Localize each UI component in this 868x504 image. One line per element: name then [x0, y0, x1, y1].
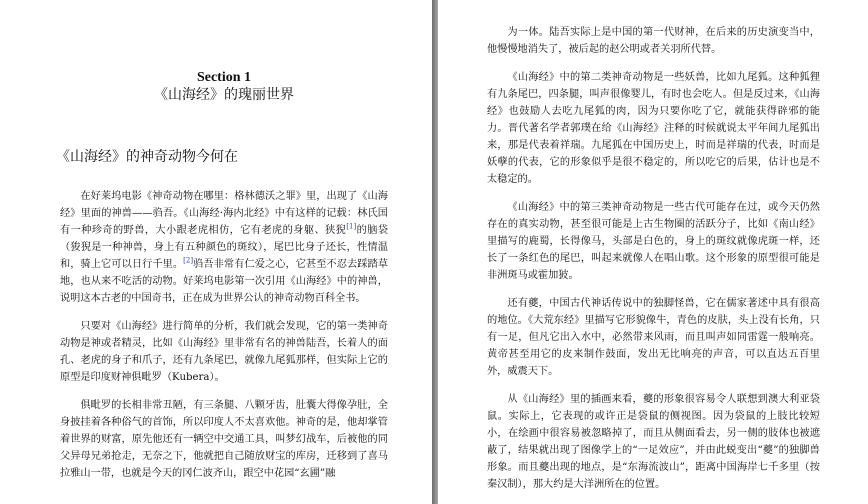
footnote-link[interactable]: [2] — [183, 256, 194, 265]
section-title: 《山海经》的瑰丽世界 — [154, 87, 294, 103]
chapter-subheading: 《山海经》的神奇动物今何在 — [56, 149, 238, 165]
section-label: Section 1 — [196, 70, 252, 85]
right-page — [438, 0, 868, 504]
paragraph: 从《山海经》里的插画来看，夔的形象很容易令人联想到澳大利亚袋鼠。实际上，它表现的或许正是袋鼠的侧视图。因为袋鼠的上肢比较短小，在绘画中很容易被忽略掉了，而且从侧面看去，另一侧的肢体也被遮蔽了，结果就出现了图像学上的“一足效应”，并由此蜕变出“夔”的独脚兽形象。而且夔出现的地点，是“东海流波山”，距离中国海岸七千多里（按秦汉制），那大约是大洋洲所在的位置。 — [487, 394, 820, 490]
paragraph: 《山海经》中的第二类神奇动物是一些妖兽，比如九尾狐。这种狐狸有九条尾巴，四条腿，叫声很像婴儿，有时也会吃人。但是反过来，《山海经》也鼓励人去吃九尾狐的肉，因为只要你吃了它，就能获得辟邪的能力。晋代著名学者郭璞在给《山海经》注释的时候就说太平年间九尾狐出来，那是代表着祥瑞。九尾狐在中国历史上，时而是祥瑞的代表，时而是妖孽的代表，它的形象似乎是很不稳定的，所以吃它的后果，估计也是不太稳定的。 — [487, 72, 820, 185]
paragraph: 俱毗罗的长相非常丑陋，有三条腿、八颗牙齿，肚囊大得像孕肚，全身披挂着各种俗气的首饰，所以印度人不太喜欢他。神奇的是，他却掌管着世界的财富，原先他还有一辆空中交通工具，叫梦幻战车，后被他的同父异母兄弟抢走，无奈之下，他就把自己随放财宝的库房，迁移到了喜马拉雅山一带，也就是今天的冈仁波齐山，跟空中花园“玄圃”融 — [60, 400, 388, 479]
paragraph: 为一体。陆吾实际上是中国的第一代财神，在后来的历史演变当中，他慢慢地消失了，被后起的赵公明或者关羽所代替。 — [487, 27, 820, 55]
left-page — [0, 0, 432, 504]
footnote-link[interactable]: [1] — [346, 222, 357, 231]
paragraph: 只要对《山海经》进行简单的分析，我们就会发现，它的第一类神奇动物是神或者精灵，比如《山海经》里非常有名的神兽陆吾，长着人的面孔、老虎的身子和爪子，还有九条尾巴，就像九尾狐那样，但实际上它的原型是印度财神俱毗罗（Kubera）。 — [60, 321, 388, 383]
paragraph: 在好莱坞电影《神奇动物在哪里：格林德沃之罪》里，出现了《山海经》里面的神兽——驺吾。《山海经·海内北经》中有这样的记载：林氏国有一种珍奇的野兽，大小跟老虎相仿，它有老虎的身躯、狭猊[1]的脑袋（狻猊是一种神兽，身上有五种颜色的斑纹），尾巴比身子还长，性情温和，骑上它可以日行千里。[2]驺吾非常有仁爱之心，它甚至不忍去踩踏草地，也从来不吃活的动物。好莱坞电影第一次引用《山海经》中的神兽，说明这本古老的中国奇书，正在成为世界公认的神奇动物百科全书。 — [60, 191, 389, 304]
paragraph: 还有夔，中国古代神话传说中的独脚怪兽，它在儒家著述中具有很高的地位。《大荒东经》里描写它形貌像牛，青色的皮肤，头上没有长角，只有一足，但凡它出入水中，必然带来风雨，而且叫声如同雷霆一般响亮。黄帝甚至用它的皮来制作鼓面，发出无比响亮的声音，可以直达五百里外，威震天下。 — [487, 298, 820, 377]
paragraph: 《山海经》中的第三类神奇动物是一些古代可能存在过，或今天仍然存在的真实动物，甚至很可能是上古生物圈的活跃分子，比如《南山经》里描写的鹿蜀，长得像马，头部是白色的，身上的斑纹就像虎斑一样，还长了一条红色的尾巴，叫起来就像人在唱山歌。这个形象的原型很可能是非洲斑马或霍加狓。 — [487, 202, 820, 281]
section-heading — [60, 70, 388, 104]
